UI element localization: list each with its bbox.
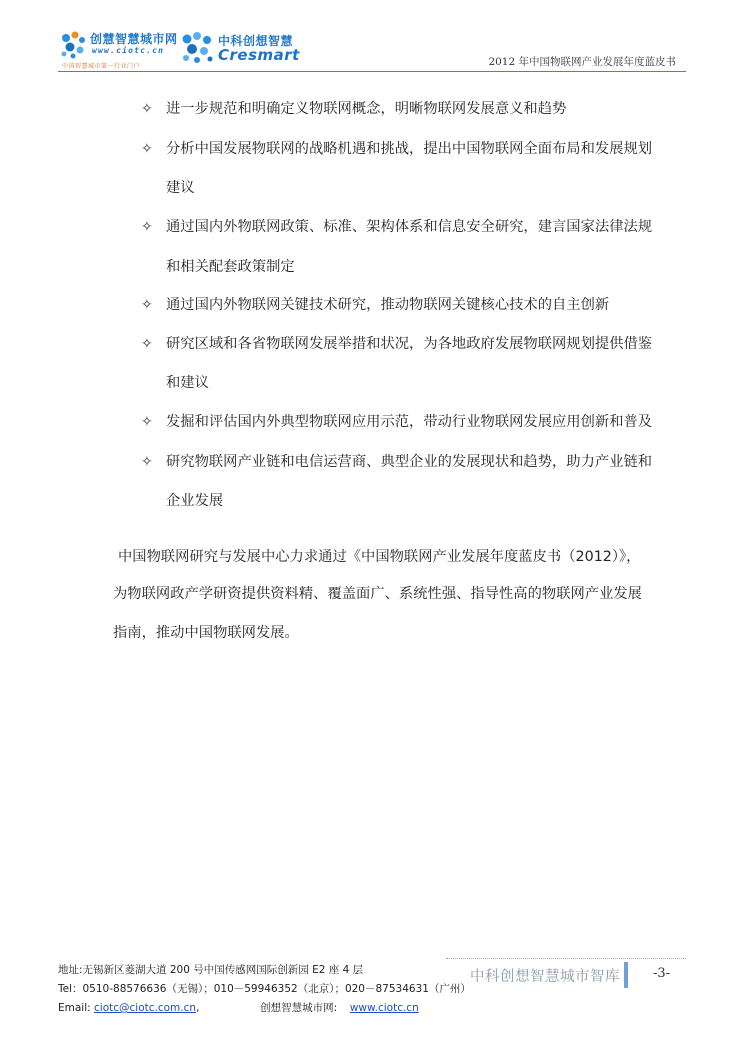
paragraph-line: 为物联网政产学研资提供资料精、覆盖面广、系统性强、指导性高的物联网产业发展: [113, 586, 642, 602]
footer-brand: 中科创想智慧城市智库: [470, 969, 620, 985]
ciotc-logo-url: www.ciotc.cn: [92, 46, 165, 55]
paragraph-line: 指南，推动中国物联网发展。: [113, 625, 299, 641]
bullet-text: 和相关配套政策制定: [166, 259, 295, 275]
page-number: -3-: [653, 966, 671, 981]
bullet-text: 发掘和评估国内外典型物联网应用示范，带动行业物联网发展应用创新和普及: [166, 414, 653, 430]
footer-email-row: [58, 1000, 419, 1015]
bullet-text: 和建议: [166, 375, 209, 391]
bullet-text: 进一步规范和明确定义物联网概念，明晰物联网发展意义和趋势: [166, 101, 567, 117]
book-title: 2012 年中国物联网产业发展年度蓝皮书: [488, 56, 676, 68]
ciotc-logo-tagline: 中国智慧城市第一行业门户: [62, 63, 141, 70]
cresmart-logo-en: Cresmart: [218, 46, 300, 64]
bullet-text: 研究物联网产业链和电信运营商、典型企业的发展现状和趋势，助力产业链和: [166, 454, 653, 470]
bullet-text: 企业发展: [166, 493, 224, 509]
bullet-mark-icon: ✧: [141, 297, 153, 313]
bullet-mark-icon: ✧: [141, 101, 153, 117]
cresmart-logo-cn: 中科创想智慧: [218, 34, 294, 48]
ciotc-logo-name: 创慧智慧城市网: [90, 32, 178, 46]
bullet-mark-icon: ✧: [141, 336, 153, 352]
footer-email-label: Email:: [58, 1002, 95, 1014]
footer-accent-bar: [624, 962, 628, 988]
bullet-mark-icon: ✧: [141, 219, 153, 235]
bullet-text: 建议: [166, 180, 195, 196]
footer-tel: Tel：0510-88576636（无锡）；010－59946352（北京）；020－87534631（广州）: [58, 983, 471, 995]
footer-site-link[interactable]: www.ciotc.cn: [349, 1002, 419, 1014]
bullet-text: 研究区域和各省物联网发展举措和状况，为各地政府发展物联网规划提供借鉴: [166, 336, 653, 352]
bullet-mark-icon: ✧: [141, 414, 153, 430]
footer-site-label: 创想智慧城市网:: [260, 1002, 338, 1014]
footer-address: 地址:无锡新区菱湖大道 200 号中国传感网国际创新园 E2 座 4 层: [58, 964, 364, 976]
footer-dotted-rule: [446, 958, 686, 959]
bullet-text: 通过国内外物联网关键技术研究，推动物联网关键核心技术的自主创新: [166, 297, 610, 313]
footer-email-sep: ,: [196, 1002, 200, 1014]
bullet-text: 通过国内外物联网政策、标准、架构体系和信息安全研究，建言国家法律法规: [166, 219, 653, 235]
paragraph-line: 中国物联网研究与发展中心力求通过《中国物联网产业发展年度蓝皮书（2012）》，: [118, 549, 641, 565]
bullet-mark-icon: ✧: [141, 454, 153, 470]
bullet-text: 分析中国发展物联网的战略机遇和挑战，提出中国物联网全面布局和发展规划: [166, 141, 653, 157]
bullet-mark-icon: ✧: [141, 141, 153, 157]
footer-email-link[interactable]: ciotc@ciotc.com.cn: [94, 1002, 197, 1014]
